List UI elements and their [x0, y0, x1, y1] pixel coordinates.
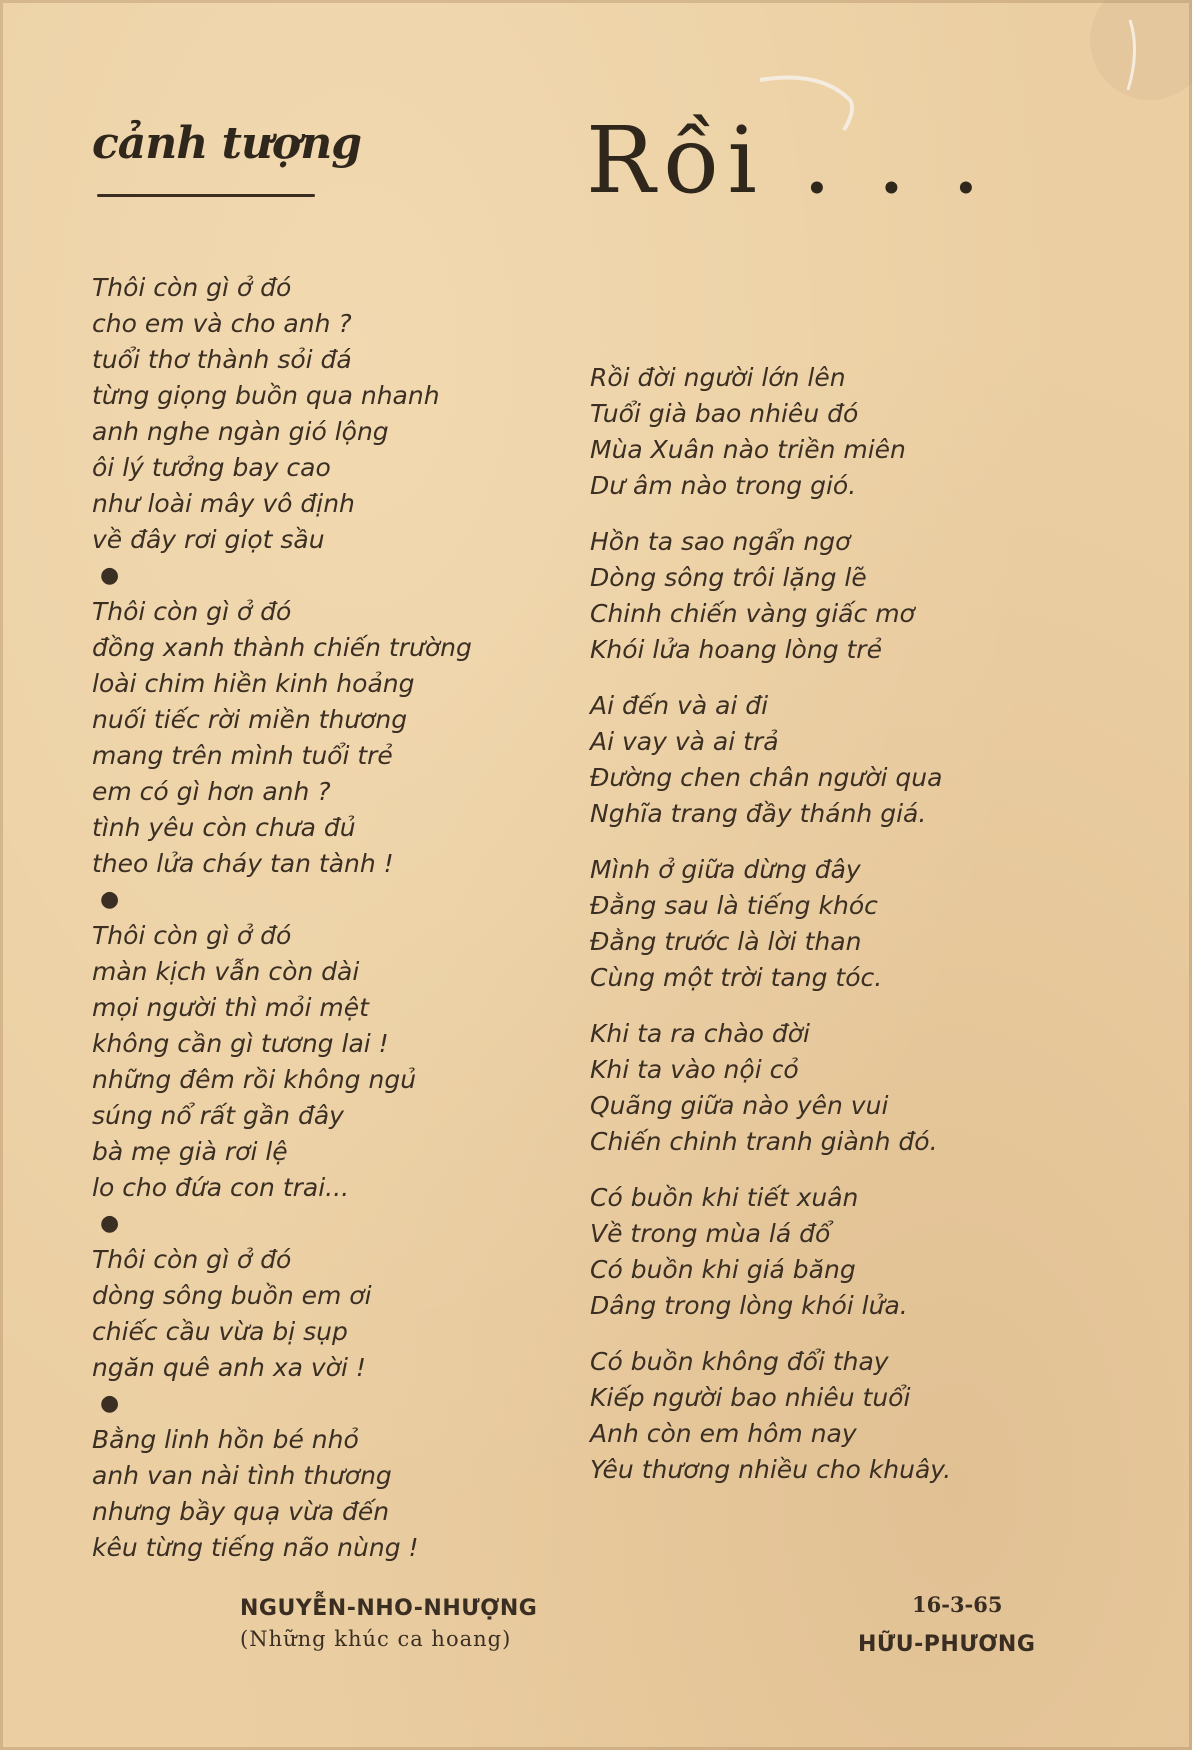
- poem-line: Dâng trong lòng khói lửa.: [590, 1291, 908, 1320]
- poem-line: Kiếp người bao nhiêu tuổi: [590, 1383, 911, 1412]
- poem-line: Đằng trước là lời than: [590, 927, 862, 956]
- poem-line: Dòng sông trôi lặng lẽ: [590, 563, 867, 592]
- poem-line: Ai đến và ai đi: [590, 691, 769, 720]
- poem-line: ôi lý tưởng bay cao: [92, 453, 331, 482]
- poem-line: Cùng một trời tang tóc.: [590, 963, 883, 992]
- poem-line: Có buồn khi tiết xuân: [590, 1183, 859, 1212]
- poem-line: chiếc cầu vừa bị sụp: [92, 1317, 348, 1346]
- poem-line: Thôi còn gì ở đó: [92, 273, 292, 302]
- poem-line: những đêm rồi không ngủ: [92, 1065, 417, 1094]
- stanza-gap: [590, 832, 951, 852]
- poem-line: loài chim hiền kinh hoảng: [92, 669, 415, 698]
- poem-line: Nghĩa trang đầy thánh giá.: [590, 799, 927, 828]
- poem-line: Anh còn em hôm nay: [590, 1419, 857, 1448]
- poem-line: ngăn quê anh xa vời !: [92, 1353, 366, 1382]
- poem-line: Có buồn khi giá băng: [590, 1255, 856, 1284]
- poem-line: Chinh chiến vàng giấc mơ: [590, 599, 915, 628]
- poem-line: Thôi còn gì ở đó: [92, 921, 292, 950]
- stanza-bullet: ●: [100, 1211, 120, 1236]
- poem-line: Về trong mùa lá đổ: [590, 1219, 831, 1248]
- poem-line: không cần gì tương lai !: [92, 1029, 389, 1058]
- left-poem-body: [92, 270, 472, 1566]
- right-poem-title: Rồi . . .: [586, 107, 989, 214]
- poem-line: Thôi còn gì ở đó: [92, 597, 292, 626]
- poem-line: đồng xanh thành chiến trường: [92, 633, 472, 662]
- poem-line: Dư âm nào trong gió.: [590, 471, 857, 500]
- poem-line: anh van nài tình thương: [92, 1461, 392, 1490]
- left-poem-source: (Những khúc ca hoang): [240, 1627, 512, 1651]
- poem-line: dòng sông buồn em ơi: [92, 1281, 372, 1310]
- poem-line: lo cho đứa con trai...: [92, 1173, 350, 1202]
- poem-line: Ai vay và ai trả: [590, 727, 779, 756]
- left-poem-title: cảnh tượng: [92, 118, 362, 169]
- poem-line: Yêu thương nhiều cho khuây.: [590, 1455, 952, 1484]
- poem-line: Khi ta ra chào đời: [590, 1019, 811, 1048]
- poem-line: mang trên mình tuổi trẻ: [92, 741, 393, 770]
- poem-line: Chiến chinh tranh giành đó.: [590, 1127, 938, 1156]
- poem-line: Rồi đời người lớn lên: [590, 363, 846, 392]
- poem-line: Bằng linh hồn bé nhỏ: [92, 1425, 359, 1454]
- poem-line: Mùa Xuân nào triền miên: [590, 435, 906, 464]
- stanza-gap: [590, 996, 951, 1016]
- right-poem-body: [590, 360, 951, 1488]
- poem-line: theo lửa cháy tan tành !: [92, 849, 394, 878]
- poem-line: như loài mây vô định: [92, 489, 355, 518]
- poem-line: về đây rơi giọt sầu: [92, 525, 325, 554]
- poem-line: em có gì hơn anh ?: [92, 777, 331, 806]
- stanza-bullet: ●: [100, 1391, 120, 1416]
- poem-line: màn kịch vẫn còn dài: [92, 957, 360, 986]
- poem-line: Khói lửa hoang lòng trẻ: [590, 635, 882, 664]
- poem-line: nuối tiếc rời miền thương: [92, 705, 408, 734]
- poem-line: kêu từng tiếng não nùng !: [92, 1533, 419, 1562]
- right-poem-author: HỮU-PHƯƠNG: [858, 1632, 1036, 1657]
- poem-line: Có buồn không đổi thay: [590, 1347, 889, 1376]
- title-underline: [97, 194, 315, 197]
- stanza-gap: [590, 668, 951, 688]
- poem-line: cho em và cho anh ?: [92, 309, 352, 338]
- right-poem-date: 16-3-65: [912, 1592, 1003, 1617]
- poem-line: tình yêu còn chưa đủ: [92, 813, 356, 842]
- poem-line: tuổi thơ thành sỏi đá: [92, 345, 352, 374]
- poem-line: Quãng giữa nào yên vui: [590, 1091, 889, 1120]
- stanza-bullet: ●: [100, 887, 120, 912]
- poem-line: súng nổ rất gần đây: [92, 1101, 344, 1130]
- poem-line: Đằng sau là tiếng khóc: [590, 891, 878, 920]
- poem-line: từng giọng buồn qua nhanh: [92, 381, 440, 410]
- poem-line: anh nghe ngàn gió lộng: [92, 417, 389, 446]
- poem-line: Mình ở giữa dừng đây: [590, 855, 861, 884]
- poem-line: Đường chen chân người qua: [590, 763, 943, 792]
- stanza-bullet: ●: [100, 563, 120, 588]
- poem-line: Hồn ta sao ngẩn ngơ: [590, 527, 851, 556]
- poem-line: nhưng bầy quạ vừa đến: [92, 1497, 390, 1526]
- poem-line: bà mẹ già rơi lệ: [92, 1137, 288, 1166]
- left-poem-author: NGUYỄN-NHO-NHƯỢNG: [240, 1596, 538, 1621]
- poem-line: mọi người thì mỏi mệt: [92, 993, 369, 1022]
- poem-line: Khi ta vào nội cỏ: [590, 1055, 799, 1084]
- stanza-gap: [590, 504, 951, 524]
- poem-line: Thôi còn gì ở đó: [92, 1245, 292, 1274]
- stanza-gap: [590, 1160, 951, 1180]
- stanza-gap: [590, 1324, 951, 1344]
- poem-line: Tuổi già bao nhiêu đó: [590, 399, 859, 428]
